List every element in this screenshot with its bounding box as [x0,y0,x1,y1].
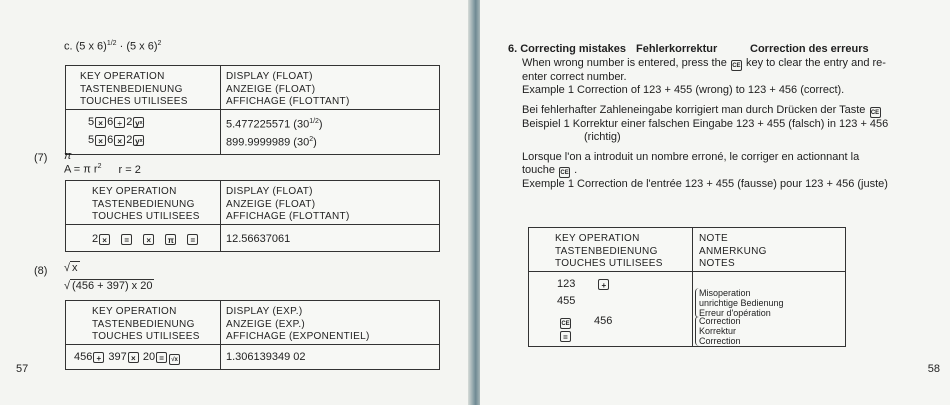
pi-key: π [165,234,176,245]
display-exp-header: DISPLAY (EXP.) ANZEIGE (EXP.) AFFICHAGE (EXPONENTIEL) [226,306,370,342]
formula-c [64,40,161,53]
plus-key: + [598,279,609,290]
section-title-fr: Correction des erreurs [750,43,869,55]
section-title-en: 6. Correcting mistakes [508,43,626,55]
divide-key: ÷ [114,117,125,128]
table-c [65,65,440,155]
times-key: × [114,135,125,146]
table-row-display: 1.306139349 02 [226,351,306,363]
sqrt-key: √x [169,354,180,365]
key-operation-header: KEY OPERATION TASTENBEDIENUNG TOUCHES UTILISEES [92,186,200,222]
ce-key: CE [559,167,570,178]
table-row: 2 × = × π = [92,233,199,246]
table-row: CE 456 [561,315,613,327]
left-page [0,0,472,405]
correction-table [528,227,846,347]
german-paragraph: Bei fehlerhafter Zahleneingabe korrigiert man durch Drücken der Taste CE Beispiel 1 Korrektur einer falschen Eingabe 123 + 455 (falsch) in 123 + 456 (richtig) [522,104,889,143]
french-paragraph: Lorsque l'on a introduit un nombre erroné, le corriger en actionnant la touche CE . Exemple 1 Correction de l'entrée 123 + 455 (fausse) pour 123 + 456 (juste) [522,151,888,190]
key-operation-header: KEY OPERATION TASTENBEDIENUNG TOUCHES UTILISEES [555,233,663,269]
power-key: yˣ [135,119,143,128]
table-row-display: 899.9999989 $(30^2)$ [226,136,317,149]
formula-c-part-a: (5 x 6) [75,40,107,53]
times-key: × [128,352,139,363]
misoperation-note: Misoperation unrichtige Bedienung Erreur d'opération [695,288,784,318]
example-8-label: (8) [34,265,48,277]
equals-key: = [560,331,571,342]
table-row: 5 × 6 ÷ 2 yˣ [88,116,143,128]
plus-key: + [93,352,104,363]
english-paragraph: When wrong number is entered, press the CE key to clear the entry and re- enter correct number. Example 1 Correction of 123 + 455 (wrong) to 123 + 456 (correct). [522,57,886,96]
table-row: 456 + 397 × 20 = √x [74,351,181,365]
equals-key: = [156,352,167,363]
sqrt-x-formula: √ x [64,262,78,274]
correction-note: Correction Korrektur Correction [695,316,741,346]
equals-key: = [187,234,198,245]
table-7 [65,180,440,252]
times-key: × [143,234,154,245]
example-7-label: (7) [34,152,48,164]
key-operation-header: KEY OPERATION TASTENBEDIENUNG TOUCHES UTILISEES [92,306,200,342]
times-key: × [99,234,110,245]
ce-key: CE [870,107,881,118]
times-key: × [95,117,106,128]
table-row: 5 × 6 × 2 yˣ [88,134,143,146]
equals-key: = [121,234,132,245]
table-row [559,330,572,343]
section-title-de: Fehlerkorrektur [636,43,718,55]
table-row: 455 [557,295,576,307]
formula-c-label: c. [64,40,73,53]
formula-8: √ (456 + 397) x 20 [64,280,153,292]
table-row-display: 5.477225571 $(30^{1/2})$ [226,118,323,131]
display-float-header: DISPLAY (FLOAT) ANZEIGE (FLOAT) AFFICHAGE (FLOTTANT) [226,71,350,107]
formula-c-part-b: · (5 x 6) [119,40,158,53]
note-header: NOTE ANMERKUNG NOTES [699,233,767,269]
ce-key: CE [560,318,571,329]
ce-key: CE [731,60,742,71]
table-8 [65,300,440,370]
key-operation-header: KEY OPERATION TASTENBEDIENUNG TOUCHES UTILISEES [80,71,188,107]
times-key: × [95,135,106,146]
page-number-right: 58 [927,363,940,375]
formula-7: A = π $r^2$ r = 2 [64,163,141,176]
formula-c-exp-a: 1/2 [106,40,117,47]
page-number-left: 57 [16,363,29,375]
power-key: yˣ [135,137,143,146]
right-page [480,0,950,405]
display-float-header: DISPLAY (FLOAT) ANZEIGE (FLOAT) AFFICHAGE (FLOTTANT) [226,186,350,222]
formula-c-exp-b: 2 [157,40,162,47]
table-row: 123 + [557,278,610,291]
pi-symbol: π [64,150,72,162]
table-row-display: 12.56637061 [226,233,291,245]
